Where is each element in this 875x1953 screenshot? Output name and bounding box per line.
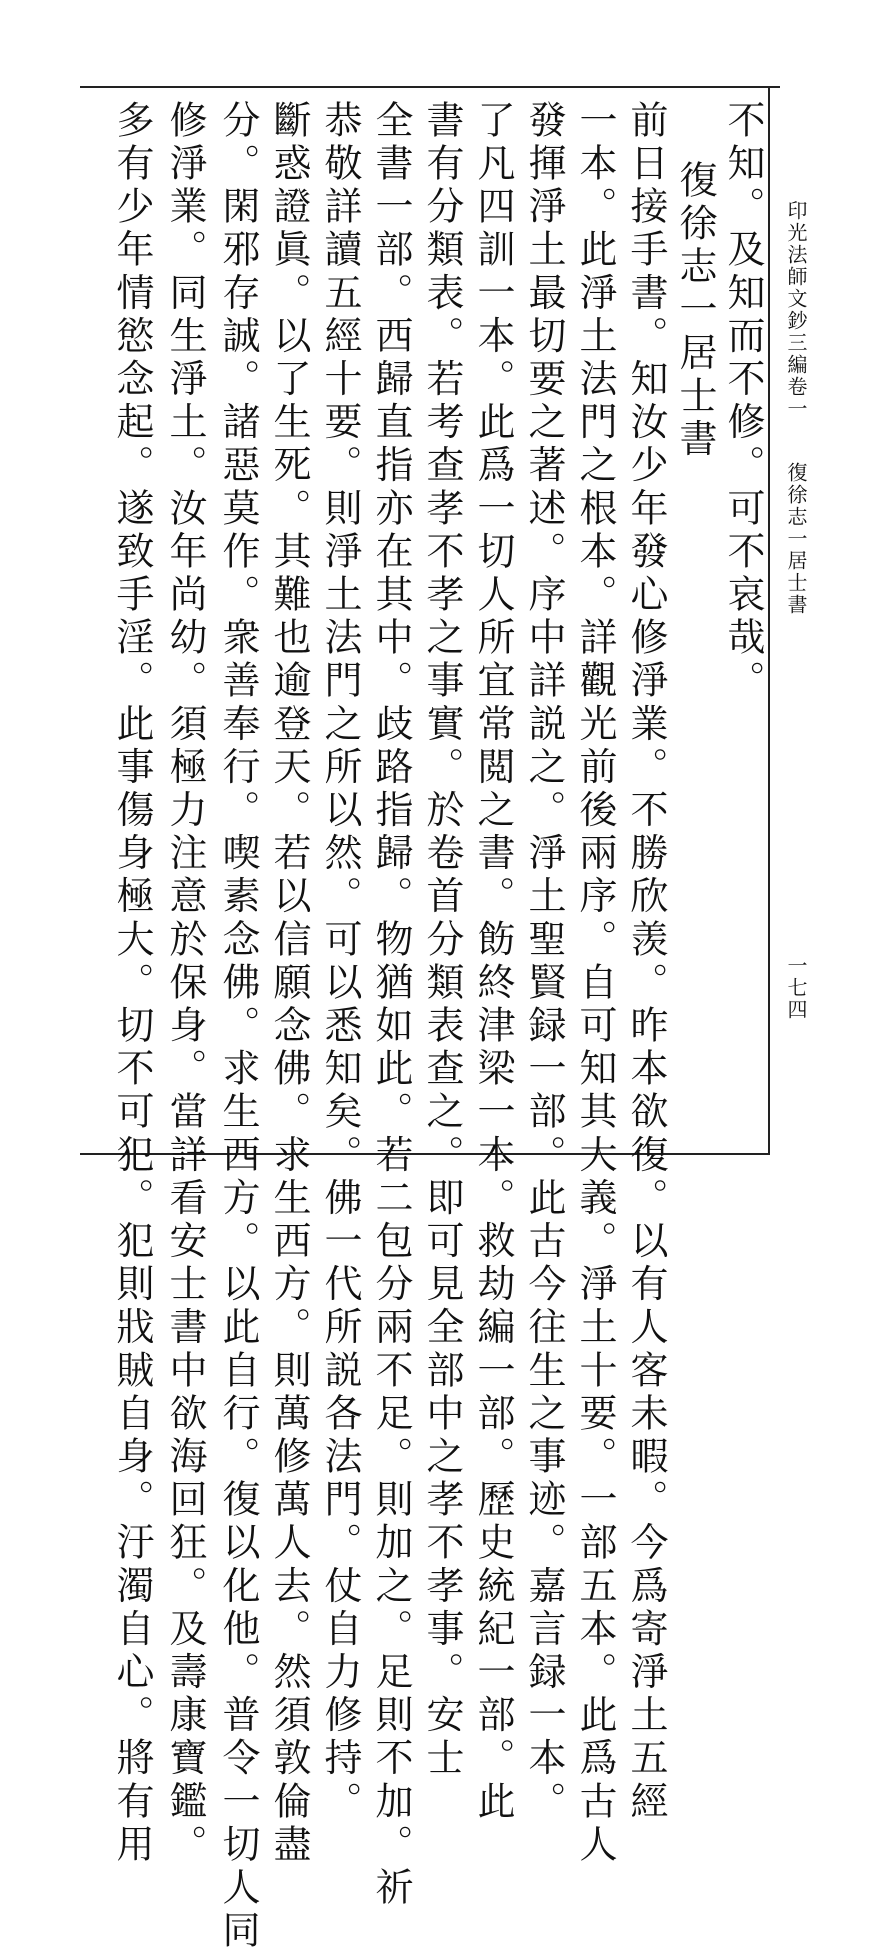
text-line: 斷惑證眞。以了生死。其難也逾登天。若以信願念佛。求生西方。則萬修萬人去。然須敦倫盡 — [267, 100, 311, 1868]
page-number: 一七四 — [784, 955, 808, 1021]
book-title: 印光法師文鈔三編卷一 — [784, 200, 808, 420]
text-line: 書有分類表。若考查孝不孝之事實。於卷首分類表查之。即可見全部中之孝不孝事。安士 — [420, 100, 464, 1781]
text-line: 分。閑邪存誠。諸惡莫作。衆善奉行。喫素念佛。求生西方。以此自行。復以化他。普令一切人同 — [216, 100, 260, 1953]
text-line: 一本。此淨土法門之根本。詳觀光前後兩序。自可知其大義。淨土十要。一部五本。此爲古人 — [573, 100, 617, 1868]
text-line: 前日接手書。知汝少年發心修淨業。不勝欣羡。昨本欲復。以有人客未暇。今爲寄淨土五經 — [624, 100, 668, 1824]
section-title: 復徐志一居士書 — [784, 462, 808, 616]
text-line: 了凡四訓一本。此爲一切人所宜常閲之書。飭終津梁一本。救劫編一部。歷史統紀一部。此 — [471, 100, 515, 1824]
letter-title: 復徐志一居士書 — [673, 160, 717, 462]
text-line: 修淨業。同生淨土。汝年尚幼。須極力注意於保身。當詳看安士書中欲海回狂。及壽康寶鑑。 — [163, 100, 207, 1868]
margin-divider-rule — [768, 86, 770, 1154]
text-line: 恭敬詳讀五經十要。則淨土法門之所以然。可以悉知矣。佛一代所説各法門。仗自力修持。 — [318, 100, 362, 1824]
text-line: 發揮淨土最切要之著述。序中詳説之。淨土聖賢録一部。此古今往生之事迹。嘉言録一本。 — [522, 100, 566, 1824]
text-line: 全書一部。西歸直指亦在其中。歧路指歸。物猶如此。若二包分兩不足。則加之。足則不加。祈 — [369, 100, 413, 1911]
previous-line: 不知。及知而不修。可不哀哉。 — [721, 100, 765, 704]
top-border-rule — [80, 86, 780, 88]
text-line: 多有少年情慾念起。遂致手淫。此事傷身極大。切不可犯。犯則戕賊自身。汙濁自心。將有用 — [110, 100, 154, 1868]
